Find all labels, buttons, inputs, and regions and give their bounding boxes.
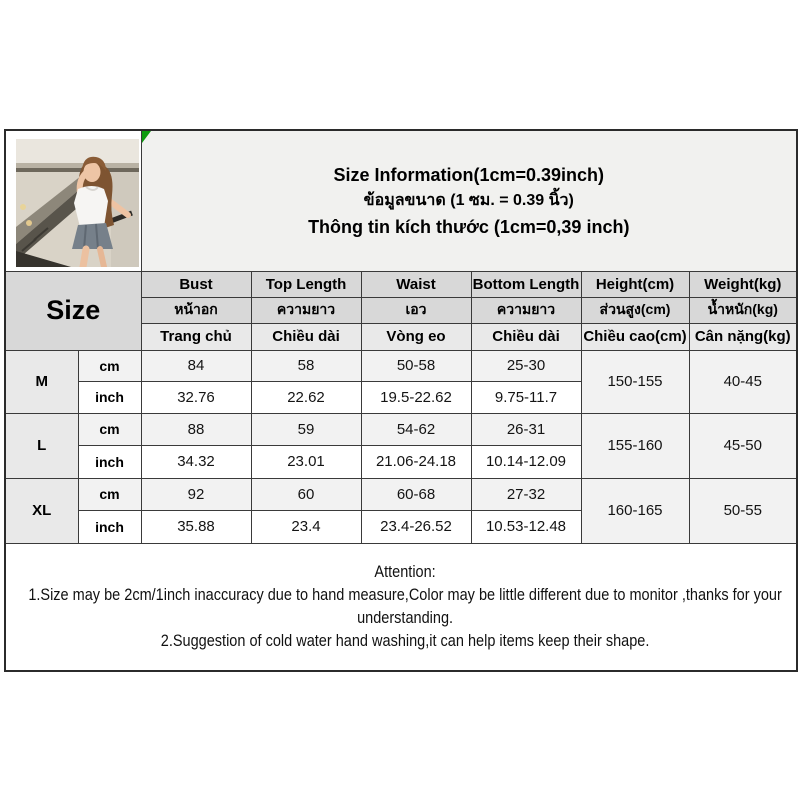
title-cell	[141, 130, 797, 271]
xl-weight: 50-55	[689, 478, 797, 543]
header-top-length-vi: Chiều dài	[251, 323, 361, 350]
xl-inch-bottom-length: 10.53-12.48	[471, 510, 581, 543]
header-bottom-length-vi: Chiều dài	[471, 323, 581, 350]
product-photo-illustration	[16, 139, 139, 267]
header-weight-th: น้ำหนัก(kg)	[689, 297, 797, 323]
attention-note-2: 2.Suggestion of cold water hand washing,it can help items keep their shape.	[160, 632, 650, 651]
header-waist-vi: Vòng eo	[361, 323, 471, 350]
header-bust-en: Bust	[141, 271, 251, 297]
m-inch-waist: 19.5-22.62	[361, 381, 471, 413]
l-inch-bottom-length: 10.14-12.09	[471, 445, 581, 478]
l-cm-bottom-length: 26-31	[471, 413, 581, 445]
title-vietnamese: Thông tin kích thước (1cm=0,39 inch)	[308, 216, 630, 237]
header-waist-en: Waist	[361, 271, 471, 297]
size-label-l: L	[5, 413, 78, 478]
green-corner-marker-icon	[142, 131, 151, 143]
xl-cm-top-length: 60	[251, 478, 361, 510]
title-thai: ข้อมูลขนาด (1 ซม. = 0.39 นิ้ว)	[363, 191, 574, 209]
product-photo	[16, 139, 139, 267]
xl-inch-top-length: 23.4	[251, 510, 361, 543]
unit-cm-label: cm	[78, 478, 141, 510]
xl-cm-waist: 60-68	[361, 478, 471, 510]
m-inch-bottom-length: 9.75-11.7	[471, 381, 581, 413]
header-top-length-en: Top Length	[251, 271, 361, 297]
attention-note-1-cont: understanding.	[357, 609, 454, 628]
xl-cm-bust: 92	[141, 478, 251, 510]
unit-inch-label: inch	[78, 510, 141, 543]
l-cm-top-length: 59	[251, 413, 361, 445]
header-weight-vi: Cân nặng(kg)	[689, 323, 797, 350]
m-cm-bottom-length: 25-30	[471, 350, 581, 381]
header-weight-en: Weight(kg)	[689, 271, 797, 297]
attention-cell	[5, 543, 797, 671]
header-height-vi: Chiều cao(cm)	[581, 323, 689, 350]
header-height-th: ส่วนสูง(cm)	[581, 297, 689, 323]
attention-notes	[6, 560, 797, 653]
unit-inch-label: inch	[78, 381, 141, 413]
xl-height: 160-165	[581, 478, 689, 543]
l-weight: 45-50	[689, 413, 797, 478]
m-cm-waist: 50-58	[361, 350, 471, 381]
l-height: 155-160	[581, 413, 689, 478]
m-inch-top-length: 22.62	[251, 381, 361, 413]
m-cm-bust: 84	[141, 350, 251, 381]
l-inch-top-length: 23.01	[251, 445, 361, 478]
header-waist-th: เอว	[361, 297, 471, 323]
attention-heading: Attention:	[374, 563, 436, 582]
m-height: 150-155	[581, 350, 689, 413]
header-bust-vi: Trang chủ	[141, 323, 251, 350]
xl-inch-bust: 35.88	[141, 510, 251, 543]
l-cm-waist: 54-62	[361, 413, 471, 445]
size-label-xl: XL	[5, 478, 78, 543]
xl-cm-bottom-length: 27-32	[471, 478, 581, 510]
product-photo-cell	[5, 130, 141, 271]
header-bottom-length-en: Bottom Length	[471, 271, 581, 297]
header-top-length-th: ความยาว	[251, 297, 361, 323]
size-table	[4, 129, 798, 672]
l-inch-waist: 21.06-24.18	[361, 445, 471, 478]
unit-cm-label: cm	[78, 413, 141, 445]
size-header: Size	[5, 271, 141, 350]
title-english: Size Information(1cm=0.39inch)	[333, 164, 605, 185]
unit-inch-label: inch	[78, 445, 141, 478]
m-cm-top-length: 58	[251, 350, 361, 381]
xl-inch-waist: 23.4-26.52	[361, 510, 471, 543]
header-height-en: Height(cm)	[581, 271, 689, 297]
size-label-m: M	[5, 350, 78, 413]
l-inch-bust: 34.32	[141, 445, 251, 478]
header-bottom-length-th: ความยาว	[471, 297, 581, 323]
unit-cm-label: cm	[78, 350, 141, 381]
m-inch-bust: 32.76	[141, 381, 251, 413]
attention-note-1: 1.Size may be 2cm/1inch inaccuracy due to hand measure,Color may be little different due to monitor ,thanks for your	[28, 586, 782, 605]
header-bust-th: หน้าอก	[141, 297, 251, 323]
l-cm-bust: 88	[141, 413, 251, 445]
m-weight: 40-45	[689, 350, 797, 413]
